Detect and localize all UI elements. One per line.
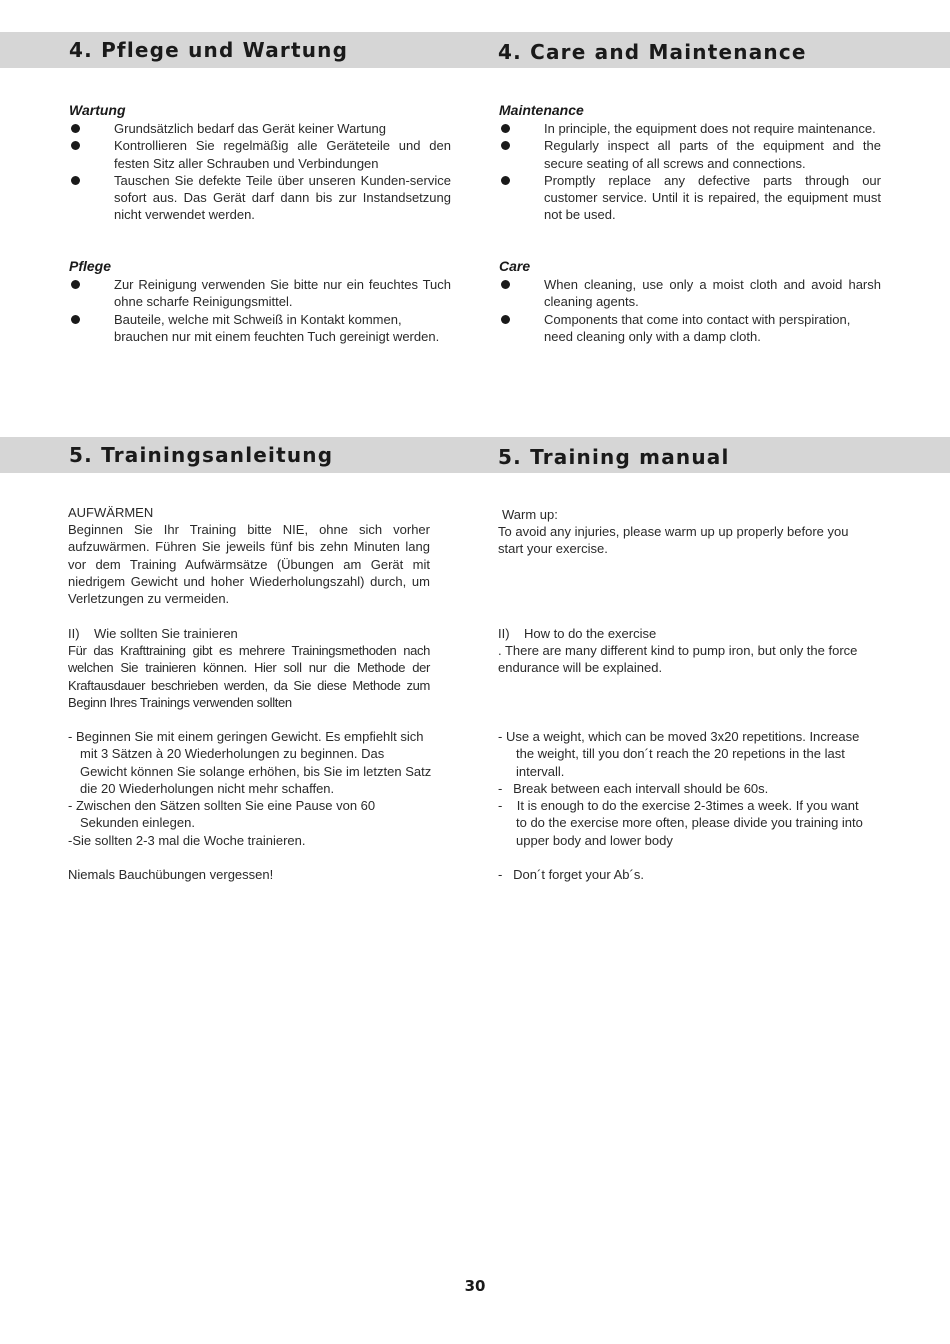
list-item: When cleaning, use only a moist cloth and avoid harsh cleaning agents. <box>499 276 881 311</box>
how-text-en: . There are many different kind to pump iron, but only the force endurance will be explained. <box>498 643 858 676</box>
bullet-icon <box>71 124 80 133</box>
care-heading-de: Pflege <box>69 258 112 274</box>
bullet-icon <box>71 176 80 185</box>
warmup-heading-en: Warm up: <box>502 507 558 522</box>
care-list-en <box>499 276 881 345</box>
how-heading-en: II) How to do the exercise <box>498 626 657 641</box>
care-list-de <box>69 276 451 345</box>
closing-en: - Don´t forget your Ab´s. <box>498 867 644 882</box>
maintenance-heading-en: Maintenance <box>499 102 584 118</box>
steps-list-en <box>498 728 868 849</box>
list-item: Zur Reinigung verwenden Sie bitte nur ein feuchtes Tuch ohne scharfe Reinigungsmittel. <box>69 276 451 311</box>
list-item: - It is enough to do the exercise 2-3times a week. If you want to do the exercise more often, please divide you training into upper body and lower body <box>498 798 867 848</box>
care-heading-en: Care <box>499 258 531 274</box>
warmup-heading-de: AUFWÄRMEN <box>68 505 154 520</box>
list-item: In principle, the equipment does not require maintenance. <box>499 120 881 137</box>
warmup-text-de: Beginnen Sie Ihr Training bitte NIE, ohne sich vorher aufzuwärmen. Führen Sie jeweils fünf bis zehn Minuten lang vor dem Training Aufwärmsätze (Übungen am Gerät mit niedrigem Gewicht und hoher Wiederholungszahl) durch, um Verletzungen zu vermeiden. <box>68 522 430 607</box>
bullet-icon <box>71 315 80 324</box>
bullet-icon <box>71 280 80 289</box>
bullet-icon <box>501 124 510 133</box>
how-text-de: Für das Krafttraining gibt es mehrere Trainingsmethoden nach welchen Sie trainieren können. Hier soll nur die Methode der Kraftausdauer beschrieben werden, da Sie diese Methode zum Beginn Ihres Trainings verwenden sollten <box>68 643 430 710</box>
page-number: 30 <box>464 1277 486 1295</box>
bullet-icon <box>501 315 510 324</box>
bullet-icon <box>501 176 510 185</box>
list-item: Tauschen Sie defekte Teile über unseren Kunden-service sofort aus. Das Gerät darf dann bis zur Instandsetzung nicht verwendet werden. <box>69 172 451 224</box>
list-item: Regularly inspect all parts of the equipment and the secure seating of all screws and connections. <box>499 137 881 172</box>
list-item: Promptly replace any defective parts through our customer service. Until it is repaired, the equipment must not be used. <box>499 172 881 224</box>
list-item: - Use a weight, which can be moved 3x20 repetitions. Increase the weight, till you don´t reach the 20 repetions in the last intervall. <box>498 729 860 779</box>
list-item: Kontrollieren Sie regelmäßig alle Geräteteile und den festen Sitz aller Schrauben und Verbindungen <box>69 137 451 172</box>
maintenance-list-en <box>499 120 881 224</box>
list-item: - Zwischen den Sätzen sollten Sie eine Pause von 60 Sekunden einlegen. <box>68 798 376 831</box>
list-item: - Beginnen Sie mit einem geringen Gewicht. Es empfiehlt sich mit 3 Sätzen à 20 Wiederholungen zu beginnen. Das Gewicht können Sie solange erhöhen, bis Sie im letzten Satz die 20 Wiederholungen nicht mehr schaffen. <box>68 729 432 796</box>
list-item: -Sie sollten 2-3 mal die Woche trainieren. <box>68 832 306 848</box>
list-item: Components that come into contact with perspiration, need cleaning only with a damp cloth. <box>499 311 881 346</box>
maintenance-heading-de: Wartung <box>69 102 126 118</box>
section-5-title-en: 5. Training manual <box>498 445 730 469</box>
how-heading-de: II) Wie sollten Sie trainieren <box>68 626 238 641</box>
section-4-title-en: 4. Care and Maintenance <box>498 40 807 64</box>
list-item: Bauteile, welche mit Schweiß in Kontakt kommen, brauchen nur mit einem feuchten Tuch gereinigt werden. <box>69 311 451 346</box>
section-4-title-de: 4. Pflege und Wartung <box>69 38 349 62</box>
section-5-title-de: 5. Trainingsanleitung <box>69 443 334 467</box>
bullet-icon <box>501 141 510 150</box>
list-item: Grundsätzlich bedarf das Gerät keiner Wartung <box>69 120 451 137</box>
bullet-icon <box>501 280 510 289</box>
maintenance-list-de <box>69 120 451 224</box>
steps-list-de <box>68 728 432 849</box>
closing-de: Niemals Bauchübungen vergessen! <box>68 867 274 882</box>
warmup-text-en: To avoid any injuries, please warm up up properly before you start your exercise. <box>498 524 849 557</box>
bullet-icon <box>71 141 80 150</box>
list-item: - Break between each intervall should be 60s. <box>498 780 769 796</box>
